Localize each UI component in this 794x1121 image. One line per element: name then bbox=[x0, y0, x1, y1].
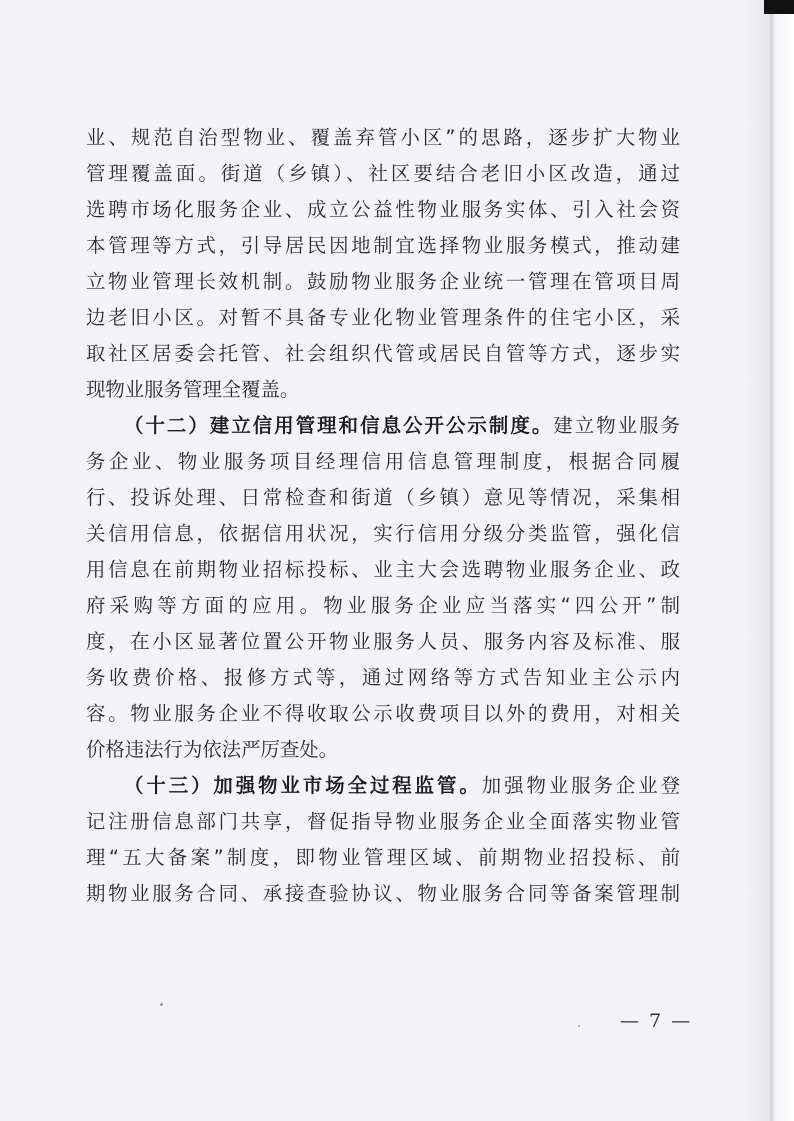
scan-corner-mark bbox=[764, 0, 794, 14]
section-13-heading: （十三）加强物业市场全过程监管。 bbox=[124, 774, 482, 797]
section-13-first-line bbox=[86, 768, 680, 804]
paragraph-1 bbox=[86, 120, 680, 408]
text-line: 记注册信息部门共享，督促指导物业服务企业全面落实物业管 bbox=[86, 810, 680, 833]
text-line: 本管理等方式，引导居民因地制宜选择物业服务模式，推动建 bbox=[86, 234, 680, 257]
text-line: 关信用信息，依据信用状况，实行信用分级分类监管，强化信 bbox=[86, 522, 680, 545]
text-line: 容。物业服务企业不得收取公示收费项目以外的费用，对相关 bbox=[86, 702, 680, 725]
text-line: 务企业、物业服务项目经理信用信息管理制度，根据合同履 bbox=[86, 450, 680, 473]
text-line: 行、投诉处理、日常检查和街道（乡镇）意见等情况，采集相 bbox=[86, 486, 680, 509]
text-line: 取社区居委会托管、社会组织代管或居民自管等方式，逐步实 bbox=[86, 342, 680, 365]
text-line: 边老旧小区。对暂不具备专业化物业管理条件的住宅小区，采 bbox=[86, 306, 680, 329]
text-line: 理“五大备案”制度，即物业管理区域、前期物业招投标、前 bbox=[86, 846, 680, 869]
text-line: 业、规范自治型物业、覆盖弃管小区”的思路，逐步扩大物业 bbox=[86, 126, 680, 149]
section-12-heading: （十二）建立信用管理和信息公开公示制度。 bbox=[124, 414, 554, 437]
text-line: 立物业管理长效机制。鼓励物业服务企业统一管理在管项目周 bbox=[86, 270, 680, 293]
scan-speck bbox=[160, 1003, 163, 1006]
section-12 bbox=[86, 408, 680, 768]
text-line: 现物业服务管理全覆盖。 bbox=[86, 378, 300, 401]
section-13-first-line-text: 加强物业服务企业登 bbox=[481, 774, 681, 797]
text-line: 价格违法行为依法严厉查处。 bbox=[86, 738, 339, 761]
section-13 bbox=[86, 768, 680, 912]
text-line: 用信息在前期物业招标投标、业主大会选聘物业服务企业、政 bbox=[86, 558, 680, 581]
body-text bbox=[86, 120, 680, 912]
text-line: 府采购等方面的应用。物业服务企业应当落实“四公开”制 bbox=[86, 594, 680, 617]
page-edge bbox=[770, 0, 794, 1121]
text-line: 期物业服务合同、承接查验协议、物业服务合同等备案管理制 bbox=[86, 882, 680, 905]
text-line: 务收费价格、报修方式等，通过网络等方式告知业主公示内 bbox=[86, 666, 680, 689]
page-number: — 7 — bbox=[620, 1010, 693, 1032]
text-line: 管理覆盖面。街道（乡镇）、社区要结合老旧小区改造，通过 bbox=[86, 162, 680, 185]
text-line: 选聘市场化服务企业、成立公益性物业服务实体、引入社会资 bbox=[86, 198, 680, 221]
scan-speck bbox=[578, 1025, 580, 1027]
text-line: 度，在小区显著位置公开物业服务人员、服务内容及标准、服 bbox=[86, 630, 680, 653]
section-12-first-line-text: 建立物业服务 bbox=[553, 414, 681, 437]
section-12-first-line bbox=[86, 408, 680, 444]
